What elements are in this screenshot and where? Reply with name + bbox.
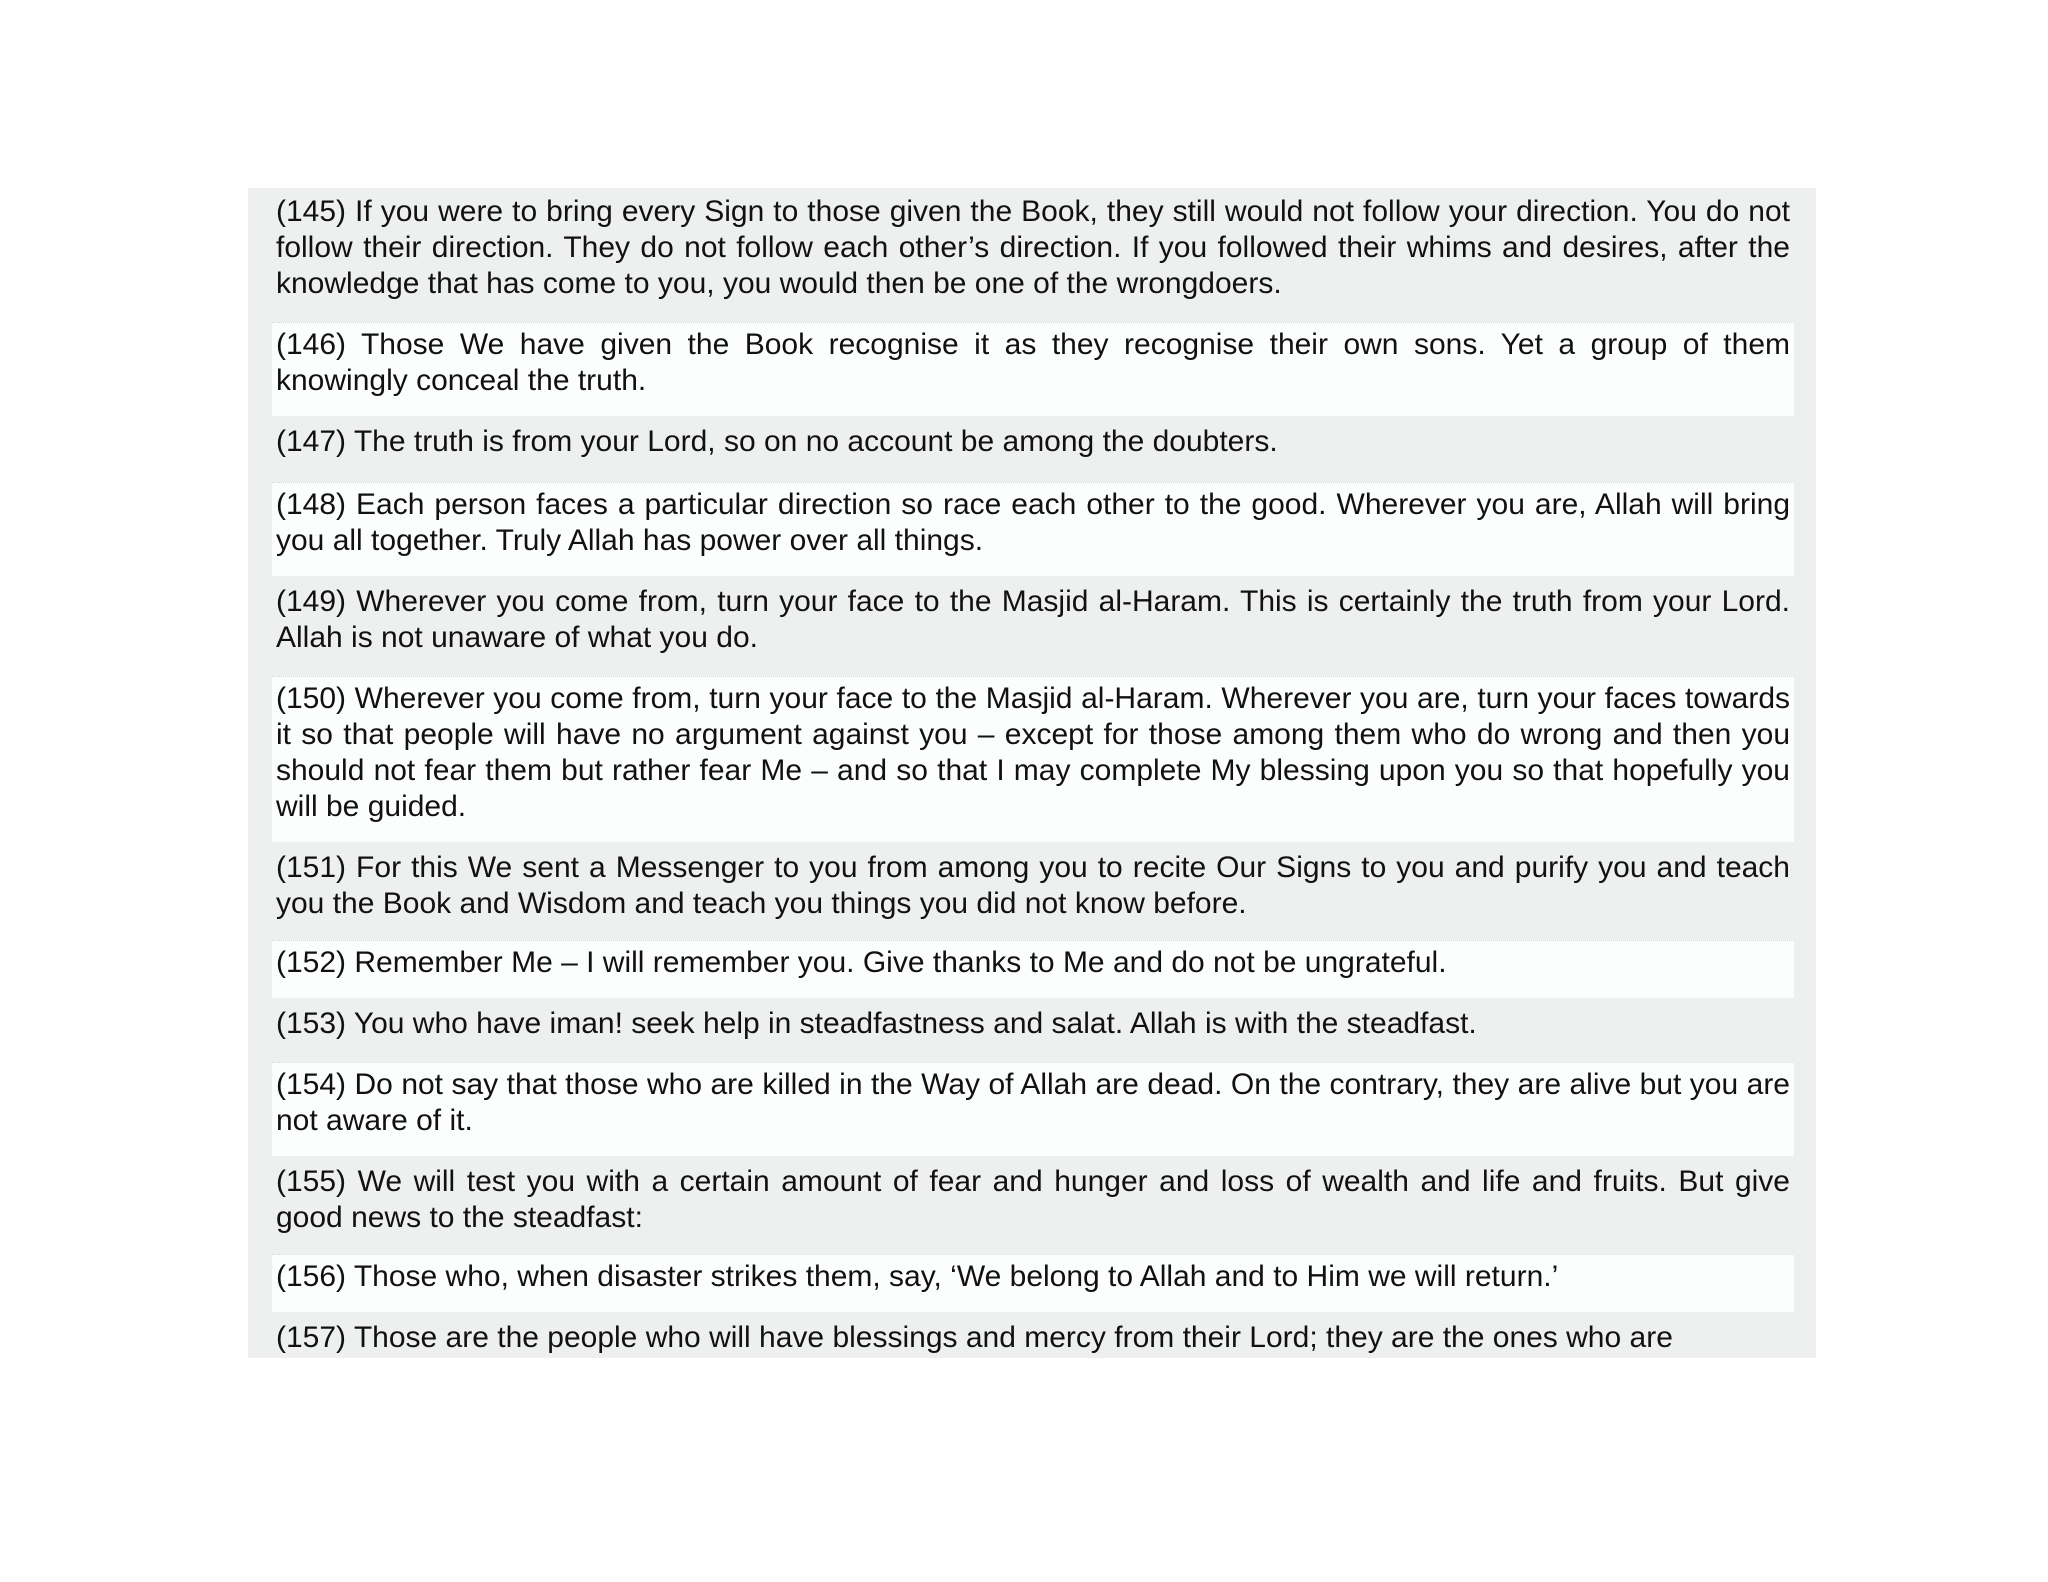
verse-panel xyxy=(248,188,1816,1358)
verse-147: (147) The truth is from your Lord, so on no account be among the doubters. xyxy=(276,425,1278,458)
verse-150: (150) Wherever you come from, turn your face to the Masjid al-Haram. Wherever you are, turn your faces towards it so that people will have no argument against you – except for those among them who do wrong and then you should not fear them but rather fear Me – and so that I may complete My blessing upon you so that hopefully you will be guided. xyxy=(272,676,1794,842)
verse-153: (153) You who have iman! seek help in steadfastness and salat. Allah is with the steadfast. xyxy=(276,1007,1477,1040)
verse-154: (154) Do not say that those who are killed in the Way of Allah are dead. On the contrary, they are alive but you are not aware of it. xyxy=(272,1062,1794,1156)
verse-149: (149) Wherever you come from, turn your face to the Masjid al-Haram. This is certainly the truth from your Lord. Allah is not unaware of what you do. xyxy=(276,585,1790,654)
verse-146: (146) Those We have given the Book recognise it as they recognise their own sons. Yet a group of them knowingly conceal the truth. xyxy=(272,322,1794,416)
verse-148: (148) Each person faces a particular direction so race each other to the good. Wherever you are, Allah will bring you all together. Truly Allah has power over all things. xyxy=(272,482,1794,576)
verse-155: (155) We will test you with a certain amount of fear and hunger and loss of wealth and life and fruits. But give good news to the steadfast: xyxy=(276,1165,1790,1234)
verse-157: (157) Those are the people who will have blessings and mercy from their Lord; they are the ones who are xyxy=(276,1321,1673,1354)
verse-156: (156) Those who, when disaster strikes them, say, ‘We belong to Allah and to Him we will return.’ xyxy=(272,1254,1794,1312)
verse-151: (151) For this We sent a Messenger to you from among you to recite Our Signs to you and purify you and teach you the Book and Wisdom and teach you things you did not know before. xyxy=(276,851,1790,920)
verse-152: (152) Remember Me – I will remember you. Give thanks to Me and do not be ungrateful. xyxy=(272,940,1794,998)
verse-145: (145) If you were to bring every Sign to those given the Book, they still would not follow your direction. You do not follow their direction. They do not follow each other’s direction. If you followed their whims and desires, after the knowledge that has come to you, you would then be one of the wrongdoers. xyxy=(276,195,1790,300)
